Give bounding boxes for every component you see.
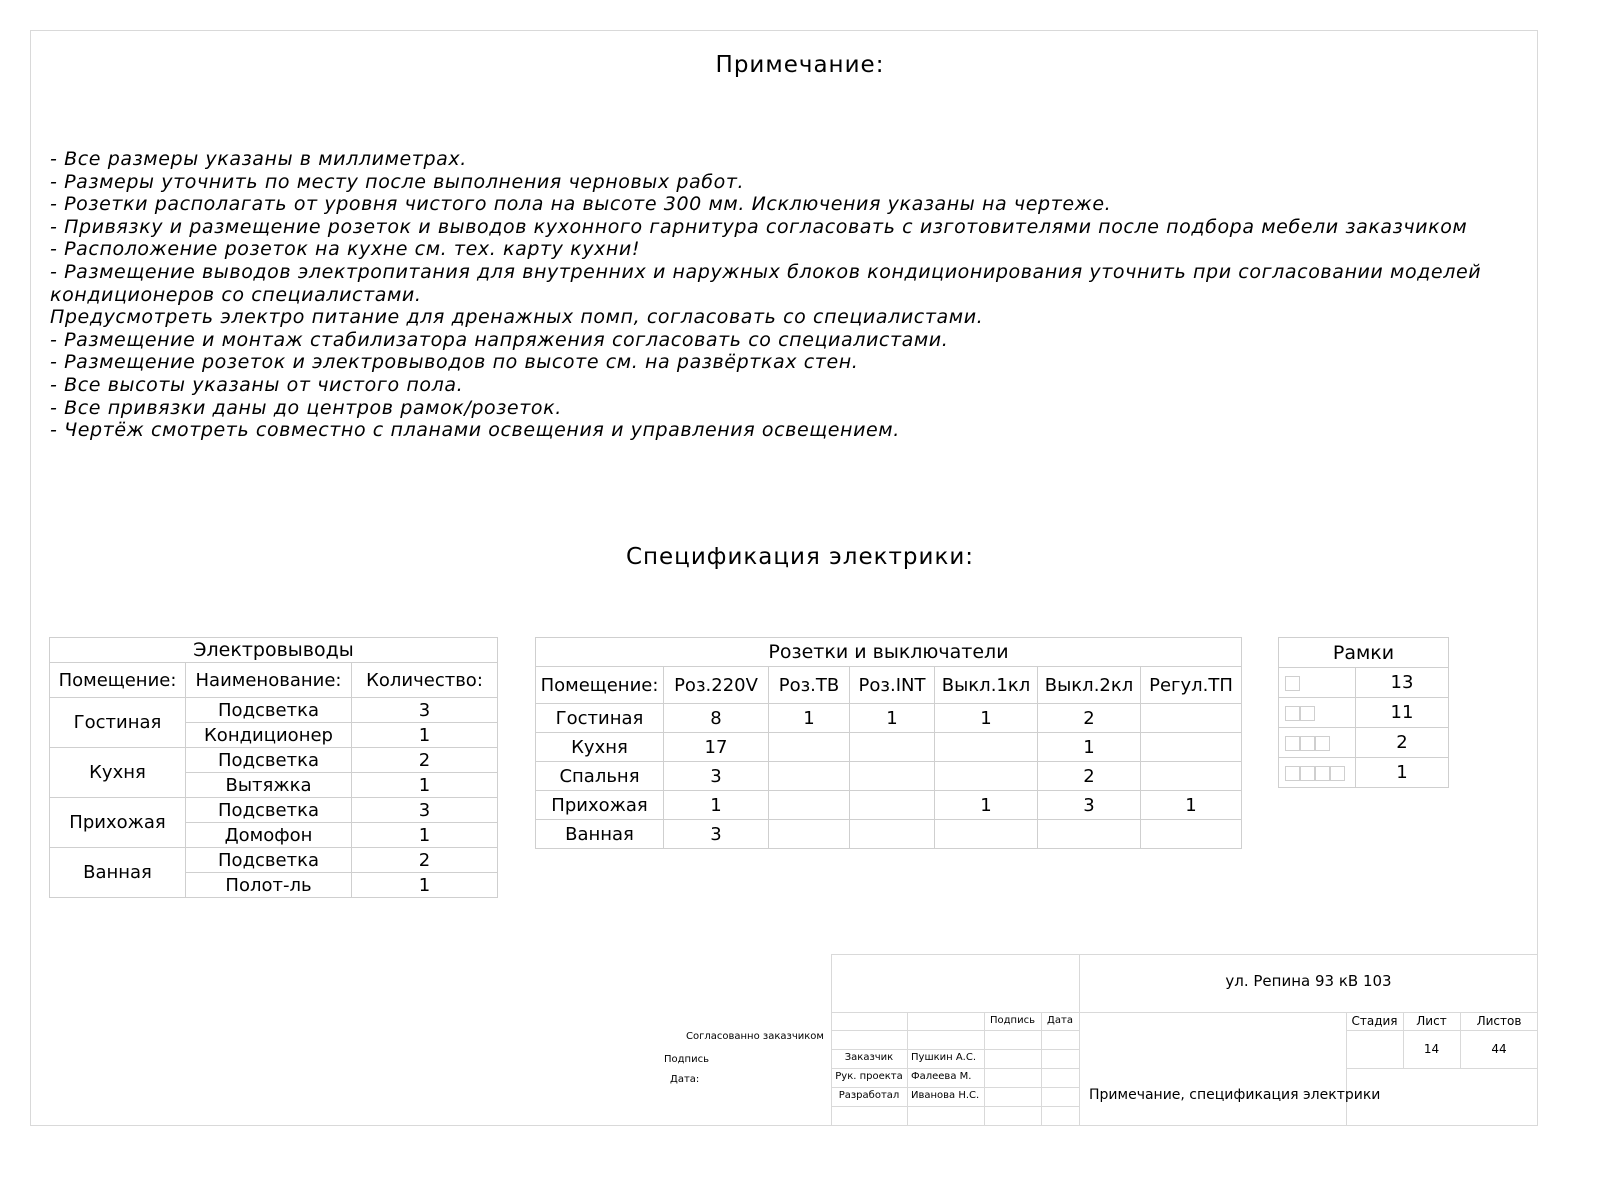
column-header: Количество:: [352, 663, 498, 698]
column-header: Роз.220V: [664, 667, 769, 704]
frame-type-cell: [1279, 758, 1356, 788]
room-cell: Кухня: [50, 748, 186, 798]
count-cell: [850, 820, 935, 849]
count-cell: [769, 733, 850, 762]
count-cell: [935, 820, 1038, 849]
count-cell: [1141, 733, 1242, 762]
count-cell: 3: [1038, 791, 1141, 820]
sockets-switches-table: [535, 637, 1242, 849]
author-role: Разработал: [838, 1090, 900, 1101]
item-name-cell: Вытяжка: [186, 773, 352, 798]
count-cell: 1: [769, 704, 850, 733]
col-sign-header: Подпись: [990, 1015, 1035, 1026]
room-cell: Прихожая: [536, 791, 664, 820]
frames-table: [1278, 637, 1449, 788]
note-line: - Все привязки даны до центров рамок/розеток.: [50, 396, 562, 419]
item-name-cell: Кондиционер: [186, 723, 352, 748]
sheet-label: Лист: [1416, 1014, 1447, 1028]
item-qty-cell: 2: [352, 748, 498, 773]
frame-post-icon: [1300, 706, 1315, 721]
column-header: Выкл.2кл: [1038, 667, 1141, 704]
customer-sign-label: Подпись: [664, 1054, 709, 1065]
table-row: [1279, 698, 1449, 728]
frame-icon: [1285, 672, 1300, 693]
note-line: - Размещение выводов электропитания для внутренних и наружных блоков кондиционирования уточнить при согласовании моделей кондиционеров со специалистами.: [50, 260, 1488, 306]
column-header: Роз.ТВ: [769, 667, 850, 704]
title-block: [831, 954, 1538, 1126]
table-caption: Розетки и выключатели: [536, 638, 1242, 667]
count-cell: [935, 733, 1038, 762]
count-cell: 1: [935, 791, 1038, 820]
customer-name: Пушкин А.С.: [911, 1052, 977, 1063]
author-name: Иванова Н.С.: [911, 1090, 980, 1101]
frame-post-icon: [1330, 766, 1345, 781]
notes-title: Примечание:: [715, 52, 885, 78]
column-header: Наименование:: [186, 663, 352, 698]
frame-icon: [1285, 762, 1345, 783]
sheets-label: Листов: [1476, 1014, 1522, 1028]
sheet-value: 14: [1423, 1042, 1440, 1056]
item-name-cell: Подсветка: [186, 748, 352, 773]
frame-icon: [1285, 702, 1315, 723]
project-address: ул. Репина 93 кВ 103: [1225, 972, 1392, 990]
count-cell: [850, 791, 935, 820]
room-cell: Кухня: [536, 733, 664, 762]
sheets-value: 44: [1491, 1042, 1507, 1056]
drawing-title: Примечание, спецификация электрики: [1089, 1087, 1381, 1103]
item-qty-cell: 1: [352, 873, 498, 898]
stage-label: Стадия: [1351, 1014, 1398, 1028]
agreed-label: Согласованно заказчиком: [686, 1031, 824, 1042]
count-cell: 17: [664, 733, 769, 762]
frame-post-icon: [1300, 766, 1315, 781]
room-cell: Гостиная: [50, 698, 186, 748]
item-name-cell: Подсветка: [186, 798, 352, 823]
note-line: - Все размеры указаны в миллиметрах.: [50, 148, 467, 170]
count-cell: 1: [1038, 733, 1141, 762]
column-header: Помещение:: [536, 667, 664, 704]
count-cell: 8: [664, 704, 769, 733]
frame-qty-cell: 11: [1356, 698, 1449, 728]
table-row: [50, 798, 498, 823]
note-line: - Привязку и размещение розеток и выводов кухонного гарнитура согласовать с изготовителями после подбора мебели заказчиком: [50, 215, 1468, 238]
table-row: [1279, 728, 1449, 758]
frame-post-icon: [1300, 736, 1315, 751]
frame-post-icon: [1285, 736, 1300, 751]
table-caption: Рамки: [1279, 638, 1449, 668]
note-line: - Размещение и монтаж стабилизатора напряжения согласовать со специалистами.: [50, 328, 949, 351]
count-cell: 2: [1038, 704, 1141, 733]
item-qty-cell: 1: [352, 773, 498, 798]
count-cell: [1141, 704, 1242, 733]
count-cell: [1141, 820, 1242, 849]
frame-qty-cell: 13: [1356, 668, 1449, 698]
count-cell: [769, 791, 850, 820]
table-caption: Электровыводы: [50, 638, 498, 663]
item-qty-cell: 2: [352, 848, 498, 873]
table-row: [50, 748, 498, 773]
count-cell: 1: [850, 704, 935, 733]
column-header: Помещение:: [50, 663, 186, 698]
count-cell: 3: [664, 762, 769, 791]
item-qty-cell: 1: [352, 723, 498, 748]
table-row: [1279, 668, 1449, 698]
room-cell: Спальня: [536, 762, 664, 791]
note-line: - Розетки располагать от уровня чистого пола на высоте 300 мм. Исключения указаны на чертеже.: [50, 193, 1112, 216]
table-row: [536, 820, 1242, 849]
table-row: [536, 762, 1242, 791]
count-cell: [850, 762, 935, 791]
note-line: - Размеры уточнить по месту после выполнения черновых работ.: [50, 170, 745, 193]
frame-qty-cell: 1: [1356, 758, 1449, 788]
frame-post-icon: [1285, 676, 1300, 691]
count-cell: [1038, 820, 1141, 849]
frame-type-cell: [1279, 668, 1356, 698]
column-header: Регул.ТП: [1141, 667, 1242, 704]
col-date-header: Дата: [1047, 1015, 1073, 1026]
item-qty-cell: 1: [352, 823, 498, 848]
customer-date-label: Дата:: [670, 1074, 700, 1085]
notes-list: [50, 148, 1520, 442]
table-row: [536, 791, 1242, 820]
note-line: - Расположение розеток на кухне см. тех. карту кухни!: [50, 238, 641, 261]
count-cell: 1: [935, 704, 1038, 733]
column-header: Роз.INT: [850, 667, 935, 704]
table-row: [536, 733, 1242, 762]
note-line: - Размещение розеток и электровыводов по высоте см. на развёртках стен.: [50, 351, 859, 374]
count-cell: [769, 820, 850, 849]
room-cell: Ванная: [536, 820, 664, 849]
customer-role: Заказчик: [844, 1052, 894, 1063]
manager-role: Рук. проекта: [835, 1071, 903, 1082]
table-row: [1279, 758, 1449, 788]
frame-qty-cell: 2: [1356, 728, 1449, 758]
item-qty-cell: 3: [352, 798, 498, 823]
column-header: Выкл.1кл: [935, 667, 1038, 704]
count-cell: [850, 733, 935, 762]
count-cell: 3: [664, 820, 769, 849]
frame-type-cell: [1279, 698, 1356, 728]
electro-outputs-table: [49, 637, 498, 898]
table-row: [50, 848, 498, 873]
manager-name: Фалеева М.: [911, 1071, 972, 1082]
room-cell: Прихожая: [50, 798, 186, 848]
frame-post-icon: [1285, 766, 1300, 781]
count-cell: [1141, 762, 1242, 791]
note-line: - Все высоты указаны от чистого пола.: [50, 373, 464, 396]
room-cell: Ванная: [50, 848, 186, 898]
spec-title: Спецификация электрики:: [625, 544, 975, 570]
table-row: [536, 704, 1242, 733]
item-name-cell: Подсветка: [186, 848, 352, 873]
item-qty-cell: 3: [352, 698, 498, 723]
item-name-cell: Подсветка: [186, 698, 352, 723]
frame-type-cell: [1279, 728, 1356, 758]
item-name-cell: Полот-ль: [186, 873, 352, 898]
table-row: [50, 698, 498, 723]
count-cell: [769, 762, 850, 791]
room-cell: Гостиная: [536, 704, 664, 733]
frame-post-icon: [1315, 766, 1330, 781]
note-line: - Чертёж смотреть совместно с планами освещения и управления освещением.: [50, 419, 900, 442]
note-line: Предусмотреть электро питание для дренажных помп, согласовать со специалистами.: [50, 306, 984, 329]
count-cell: [935, 762, 1038, 791]
count-cell: 2: [1038, 762, 1141, 791]
frame-icon: [1285, 732, 1330, 753]
item-name-cell: Домофон: [186, 823, 352, 848]
frame-post-icon: [1285, 706, 1300, 721]
count-cell: 1: [664, 791, 769, 820]
frame-post-icon: [1315, 736, 1330, 751]
count-cell: 1: [1141, 791, 1242, 820]
